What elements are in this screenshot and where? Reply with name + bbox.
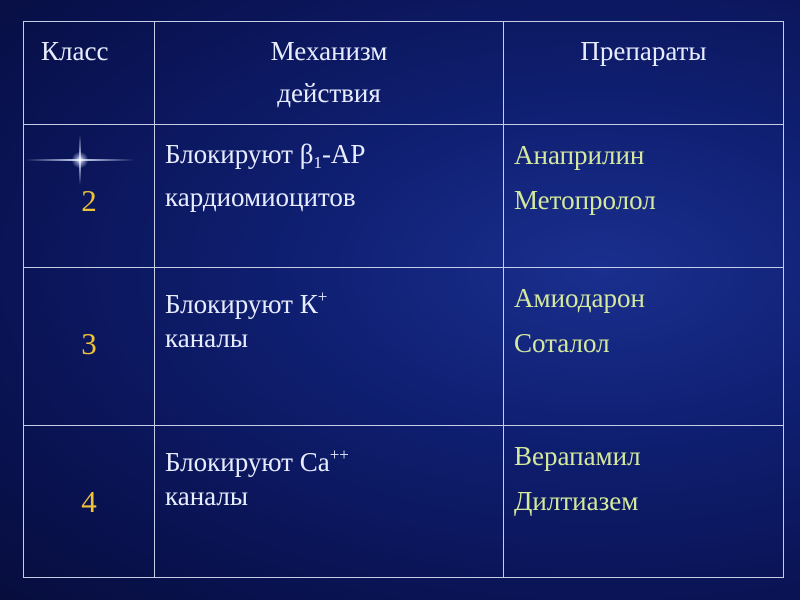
header-drugs: Препараты [580,36,707,66]
mechanism-line2: каналы [165,481,248,511]
header-mechanism-line2: действия [277,78,381,108]
header-mechanism-cell [155,22,504,125]
mechanism-text [155,426,503,513]
antiarrhythmic-classes-table [23,21,784,578]
class-number: 3 [81,326,97,361]
mechanism-prefix: Блокируют К [165,289,318,319]
table-header-row [24,22,784,125]
drug-name: Дилтиазем [514,486,639,516]
drug-name: Амиодарон [514,283,645,313]
mechanism-suffix: -АР [321,139,366,169]
drug-name: Анаприлин [514,140,645,170]
mechanism-cell [155,268,504,426]
header-drugs-cell [504,22,784,125]
table-row [24,426,784,578]
drug-name: Соталол [514,328,610,358]
mechanism-line2: кардиомиоцитов [165,182,356,212]
header-class-cell [24,22,155,125]
drugs-cell [504,125,784,268]
mechanism-prefix: Блокируют Са [165,447,330,477]
table-row [24,268,784,426]
mechanism-superscript: + [317,287,328,306]
mechanism-subscript: 1 [313,153,322,172]
drugs-cell [504,426,784,578]
drug-name: Метопролол [514,185,656,215]
class-cell [24,426,155,578]
class-number: 4 [81,484,97,519]
mechanism-prefix: Блокируют β [165,139,314,169]
drug-list [504,426,783,524]
table-row [24,125,784,268]
drug-list [504,125,783,223]
mechanism-superscript: ++ [329,445,349,464]
class-number: 2 [81,183,97,218]
class-cell [24,125,155,268]
mechanism-text [155,268,503,355]
mechanism-cell [155,125,504,268]
drug-list [504,268,783,366]
mechanism-line1 [165,280,503,321]
header-mechanism [155,22,503,114]
mechanism-line1 [165,137,503,180]
header-class: Класс [41,36,109,66]
mechanism-text [155,125,503,214]
header-mechanism-line1: Механизм [270,36,388,66]
mechanism-line2: каналы [165,323,248,353]
drugs-cell [504,268,784,426]
mechanism-cell [155,426,504,578]
class-cell [24,268,155,426]
mechanism-line1 [165,438,503,479]
drug-name: Верапамил [514,441,641,471]
